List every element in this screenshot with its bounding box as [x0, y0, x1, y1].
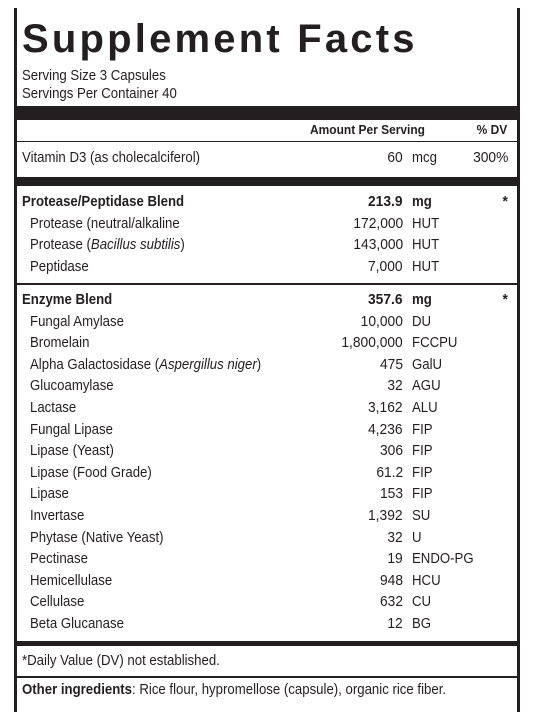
ingredient-row — [22, 213, 508, 234]
ingredient-amount: 143,000 — [353, 236, 403, 253]
ingredient-unit: HUT — [412, 214, 440, 232]
ingredient-row — [22, 311, 508, 332]
thick-divider — [17, 641, 517, 646]
ingredient-row — [22, 440, 508, 461]
ingredient-amount: 475 — [379, 355, 403, 373]
blend-dv: * — [502, 291, 508, 308]
ingredient-amount: 12 — [387, 615, 403, 632]
ingredient-unit: SU — [412, 507, 431, 524]
ingredient-amount: 153 — [379, 485, 403, 503]
ingredient-row — [22, 397, 508, 418]
ingredient-amount: 32 — [387, 377, 403, 395]
divider — [17, 676, 517, 678]
ingredient-row — [22, 375, 508, 396]
divider — [17, 283, 517, 285]
nutrient-amount: 60 — [387, 149, 403, 166]
other-ingredients — [22, 680, 446, 700]
ingredient-unit: FIP — [412, 420, 433, 438]
servings-per-container: Servings Per Container 40 — [22, 85, 177, 102]
vitamin-d3-row — [22, 147, 508, 168]
ingredient-amount: 1,800,000 — [341, 334, 403, 352]
ingredient-row — [22, 613, 508, 634]
ingredient-unit: FCCPU — [412, 334, 458, 352]
ingredient-row — [22, 354, 508, 375]
ingredient-name: Fungal Amylase — [30, 312, 124, 330]
ingredient-amount: 61.2 — [376, 463, 403, 481]
blend-name: Enzyme Blend — [22, 291, 113, 308]
blend-amount: 213.9 — [368, 193, 403, 210]
ingredient-unit: HUT — [412, 236, 440, 253]
blend-name: Protease/Peptidase Blend — [22, 193, 185, 210]
ingredient-row — [22, 419, 508, 440]
ingredient-row — [22, 527, 508, 548]
ingredient-name: Lactase — [30, 399, 77, 416]
other-ingredients-text: : Rice flour, hypromellose (capsule), organic rice fiber. — [132, 681, 447, 698]
ingredient-amount: 632 — [379, 593, 403, 611]
ingredient-amount: 306 — [379, 442, 403, 460]
ingredient-name: Lipase (Yeast) — [30, 442, 114, 460]
ingredient-name: Lipase (Food Grade) — [30, 463, 152, 481]
blend-amount: 357.6 — [368, 291, 403, 308]
ingredient-name: Invertase — [30, 507, 85, 524]
ingredient-unit: U — [412, 528, 422, 546]
ingredient-name: Fungal Lipase — [30, 420, 113, 438]
nutrient-name: Vitamin D3 (as cholecalciferol) — [22, 149, 201, 166]
ingredient-unit: DU — [412, 312, 432, 330]
blend-unit: mg — [412, 193, 432, 210]
ingredient-row — [22, 591, 508, 612]
ingredient-row — [22, 462, 508, 483]
ingredient-unit: ALU — [412, 399, 438, 416]
nutrient-dv: 300% — [472, 149, 508, 166]
ingredient-amount: 948 — [379, 571, 403, 589]
thick-divider — [17, 106, 517, 120]
blend-dv: * — [502, 193, 508, 210]
panel-title: Supplement Facts — [22, 17, 418, 61]
ingredient-name: Phytase (Native Yeast) — [30, 528, 164, 546]
blend-unit: mg — [412, 291, 432, 308]
ingredient-row — [22, 256, 508, 277]
daily-value-header: % DV — [476, 122, 507, 137]
ingredient-unit: CU — [412, 593, 432, 611]
other-ingredients-label: Other ingredients — [22, 681, 133, 698]
ingredient-unit: FIP — [412, 463, 433, 481]
ingredient-row — [22, 332, 508, 353]
ingredient-amount: 7,000 — [368, 257, 403, 275]
ingredient-name: Pectinase — [30, 550, 88, 568]
ingredient-row — [22, 483, 508, 504]
ingredient-row — [22, 570, 508, 591]
ingredient-unit: FIP — [412, 442, 433, 460]
ingredient-name: Lipase — [30, 485, 69, 503]
ingredient-name: Protease (neutral/alkaline — [30, 214, 180, 232]
ingredient-amount: 4,236 — [368, 420, 403, 438]
ingredient-name: Alpha Galactosidase (Aspergillus niger) — [30, 355, 262, 373]
thick-divider — [17, 177, 517, 186]
ingredient-amount: 3,162 — [368, 399, 403, 416]
ingredient-unit: HUT — [412, 257, 440, 275]
amount-per-serving-header: Amount Per Serving — [310, 122, 425, 137]
ingredient-unit: GalU — [412, 355, 443, 373]
ingredient-unit: FIP — [412, 485, 433, 503]
nutrient-unit: mcg — [412, 149, 437, 166]
ingredient-amount: 1,392 — [368, 507, 403, 524]
ingredient-name: Cellulase — [30, 593, 85, 611]
serving-size: Serving Size 3 Capsules — [22, 67, 166, 84]
ingredient-name: Glucoamylase — [30, 377, 114, 395]
ingredient-name: Beta Glucanase — [30, 615, 124, 632]
ingredient-unit: BG — [412, 615, 432, 632]
ingredient-amount: 19 — [387, 550, 403, 568]
ingredient-unit: AGU — [412, 377, 441, 395]
enzyme-blend-header-row — [22, 289, 508, 310]
ingredient-row — [22, 548, 508, 569]
ingredient-amount: 10,000 — [360, 312, 403, 330]
ingredient-amount: 172,000 — [353, 214, 403, 232]
divider — [17, 141, 517, 142]
ingredient-name: Peptidase — [30, 257, 89, 275]
ingredient-unit: ENDO-PG — [412, 550, 474, 568]
protease-blend-header-row — [22, 191, 508, 212]
ingredient-name: Bromelain — [30, 334, 90, 352]
ingredient-row — [22, 505, 508, 526]
ingredient-row — [22, 234, 508, 255]
daily-value-footnote: *Daily Value (DV) not established. — [22, 652, 220, 669]
ingredient-name: Hemicellulase — [30, 571, 113, 589]
ingredient-unit: HCU — [412, 571, 441, 589]
ingredient-amount: 32 — [387, 528, 403, 546]
ingredient-name: Protease (Bacillus subtilis) — [30, 236, 185, 253]
